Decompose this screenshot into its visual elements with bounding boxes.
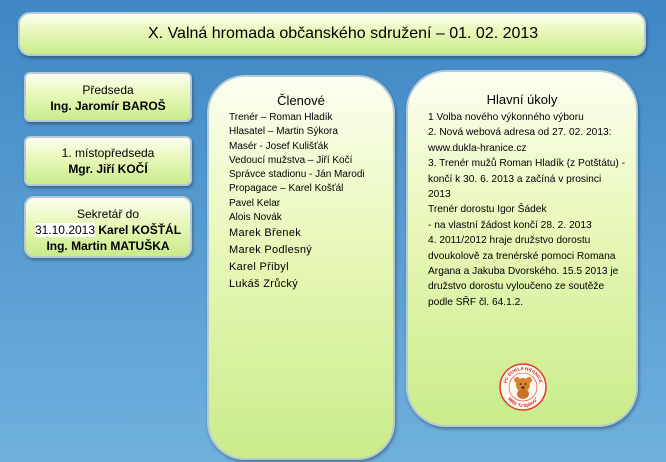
- task-item: 3. Trenér mužů Roman Hladík (z Potštátu) - končí k 30. 6. 2013 a začíná v prosinci 2013: [428, 158, 626, 201]
- chairman-card: [24, 72, 192, 122]
- member-item: Marek Břenek: [229, 227, 302, 240]
- task-item: 2. Nová webová adresa od 27. 02. 2013: www.dukla-hranice.cz: [428, 127, 612, 154]
- member-item: Pavel Kelar: [229, 197, 281, 209]
- chairman-name: Ing. Jaromír BAROŠ: [50, 99, 166, 113]
- secretary-until-date: 31.10.2013: [34, 223, 96, 237]
- vice-chairman-role: 1. místopředseda: [61, 146, 155, 160]
- task-item: 1 Volba nového výkonného výboru: [428, 112, 584, 123]
- member-item: Masér - Josef Kulišťák: [229, 140, 329, 152]
- page-title: X. Valná hromada občanského sdružení – 01. 02. 2013: [148, 25, 539, 42]
- secretary-previous-name: Karel KOŠŤÁL: [98, 223, 182, 237]
- club-logo-icon: [498, 362, 548, 412]
- title-banner: [18, 12, 646, 56]
- main-tasks-panel: [406, 70, 638, 427]
- members-list: [229, 111, 379, 293]
- vice-chairman-card: [24, 136, 192, 186]
- secretary-previous-line: [26, 222, 190, 238]
- task-item: Trenér dorostu Igor Šádek: [428, 204, 547, 216]
- secretary-card: [24, 196, 192, 258]
- member-item: Alois Novák: [229, 212, 282, 224]
- member-item: Správce stadionu - Ján Marodi: [229, 169, 365, 181]
- logo-bottom-text: MRS "U Splavu": [507, 396, 539, 409]
- member-item: Trenér – Roman Hladík: [229, 112, 333, 123]
- member-item: Propagace – Karel Košťál: [229, 183, 344, 195]
- member-item: Lukáš Zrůcký: [229, 278, 299, 291]
- secretary-name: Ing. Martin MATUŠKA: [46, 239, 170, 253]
- task-item: 4. 2011/2012 hraje družstvo dorostu dvoukolově za trenérské pomoci Romana Argana a Jakuba Dvorského. 15.5 2013 je družstvo dorostu vyloučeno ze soutěže podle SŘF čl. 64.1.2.: [428, 235, 619, 308]
- members-panel: [207, 75, 395, 460]
- member-item: Vedoucí mužstva – Jiří Kočí: [229, 154, 353, 166]
- member-item: Marek Podlesný: [229, 244, 313, 257]
- chairman-role: Předseda: [82, 83, 134, 97]
- vice-chairman-name: Mgr. Jiří KOČÍ: [68, 162, 148, 176]
- logo-top-text: FC DUKLA HRANICE: [502, 365, 544, 384]
- secretary-role: Sekretář do: [76, 207, 140, 221]
- task-item: - na vlastní žádost končí 28. 2. 2013: [428, 219, 592, 231]
- tasks-list: [428, 110, 626, 310]
- members-heading: Členové: [277, 93, 325, 108]
- tasks-heading: Hlavní úkoly: [486, 92, 558, 107]
- member-item: Hlasatel – Martin Sýkora: [229, 126, 338, 138]
- member-item: Karel Přibyl: [229, 261, 289, 274]
